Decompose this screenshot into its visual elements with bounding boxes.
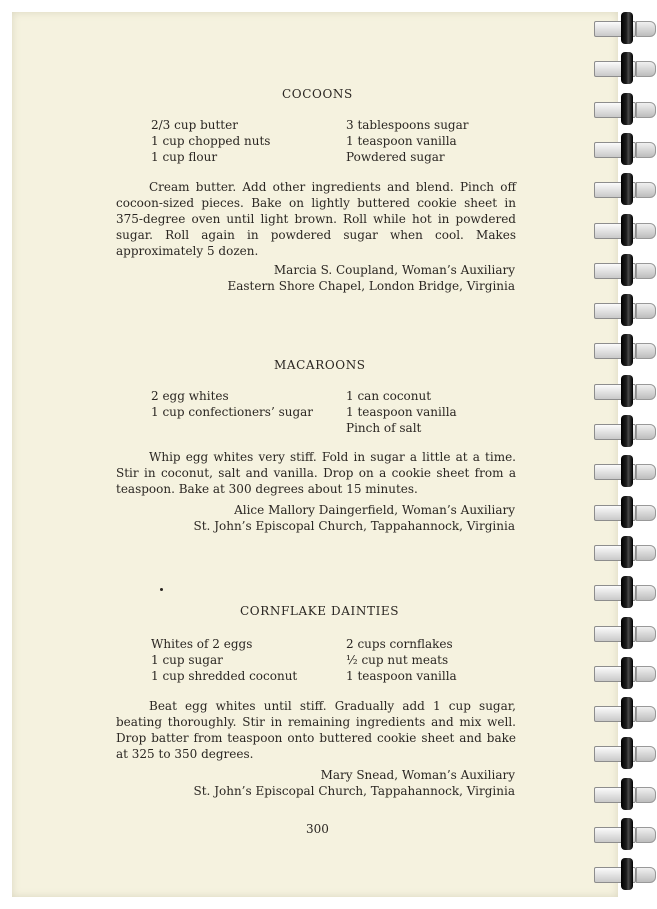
ingredients-right (346, 388, 457, 436)
instructions-text: Cream butter. Add other ingredients and blend. Pinch off cocoon-sized pieces. Bake on lightly buttered cookie sheet in 375-degree oven until light brown. Roll while hot in powdered sugar. Roll again in powdered sugar when cool. Makes approximately 5 dozen. (116, 180, 516, 258)
spiral-binding (594, 10, 657, 905)
credit-name: Alice Mallory Daingerfield, Woman’s Auxiliary (234, 503, 515, 517)
binding-ring (594, 421, 657, 441)
binding-ring (594, 743, 657, 763)
binding-ring (594, 340, 657, 360)
binding-ring (594, 623, 657, 643)
ingredient: 1 teaspoon vanilla (346, 669, 457, 683)
binding-ring (594, 260, 657, 280)
recipe-title: MACAROONS (274, 358, 366, 372)
binding-ring (594, 824, 657, 844)
ingredient: 1 cup confectioners’ sugar (151, 405, 314, 419)
binding-ring (594, 220, 657, 240)
page-number: 300 (306, 822, 329, 836)
ingredient: 3 tablespoons sugar (346, 118, 469, 132)
credit-org: Eastern Shore Chapel, London Bridge, Virginia (227, 279, 515, 293)
ingredient: 1 teaspoon vanilla (346, 134, 457, 148)
ingredient: ½ cup nut meats (346, 653, 449, 667)
binding-ring (594, 18, 657, 38)
credit-org: St. John’s Episcopal Church, Tappahannock, Virginia (193, 519, 515, 533)
ingredients-left (151, 117, 270, 165)
ingredient: 1 can coconut (346, 389, 432, 403)
recipe-instructions (116, 698, 516, 762)
ingredient: 2/3 cup butter (151, 118, 238, 132)
ingredient: 1 teaspoon vanilla (346, 405, 457, 419)
ingredient: 1 cup chopped nuts (151, 134, 271, 148)
binding-ring (594, 784, 657, 804)
binding-ring (594, 179, 657, 199)
binding-ring (594, 58, 657, 78)
binding-ring (594, 300, 657, 320)
binding-ring (594, 542, 657, 562)
ingredients-left (151, 636, 297, 684)
binding-ring (594, 99, 657, 119)
ingredients-right (346, 636, 457, 684)
recipe-title: CORNFLAKE DAINTIES (240, 604, 400, 618)
binding-ring (594, 502, 657, 522)
ingredient: 2 cups cornflakes (346, 637, 453, 651)
credit-name: Mary Snead, Woman’s Auxiliary (320, 768, 515, 782)
ingredient: Pinch of salt (346, 421, 422, 435)
recipe-instructions (116, 179, 516, 259)
ingredient: 2 egg whites (151, 389, 229, 403)
binding-ring (594, 864, 657, 884)
ingredients-left (151, 388, 313, 420)
recipe-instructions (116, 449, 516, 497)
binding-ring (594, 381, 657, 401)
ingredient: 1 cup shredded coconut (151, 669, 298, 683)
recipe-credit (227, 262, 515, 294)
instructions-text: Whip egg whites very stiff. Fold in sugar a little at a time. Stir in coconut, salt and vanilla. Drop on a cookie sheet from a teaspoon. Bake at 300 degrees about 15 minutes. (116, 450, 516, 496)
ingredient: 1 cup flour (151, 150, 218, 164)
binding-ring (594, 703, 657, 723)
binding-ring (594, 663, 657, 683)
credit-name: Marcia S. Coupland, Woman’s Auxiliary (273, 263, 515, 277)
ingredient: Powdered sugar (346, 150, 445, 164)
ingredient: 1 cup sugar (151, 653, 223, 667)
paper-speck (160, 588, 163, 591)
binding-ring (594, 582, 657, 602)
credit-org: St. John’s Episcopal Church, Tappahannock, Virginia (193, 784, 515, 798)
recipe-credit (194, 502, 515, 534)
recipe-credit (194, 767, 515, 799)
instructions-text: Beat egg whites until stiff. Gradually add 1 cup sugar, beating thoroughly. Stir in remaining ingredients and mix well. Drop batter from teaspoon onto buttered cookie sheet and bake at 325 to 350 degrees. (116, 699, 516, 761)
binding-ring (594, 139, 657, 159)
binding-ring (594, 461, 657, 481)
recipe-title: COCOONS (282, 87, 353, 101)
ingredient: Whites of 2 eggs (151, 637, 253, 651)
ingredients-right (346, 117, 469, 165)
